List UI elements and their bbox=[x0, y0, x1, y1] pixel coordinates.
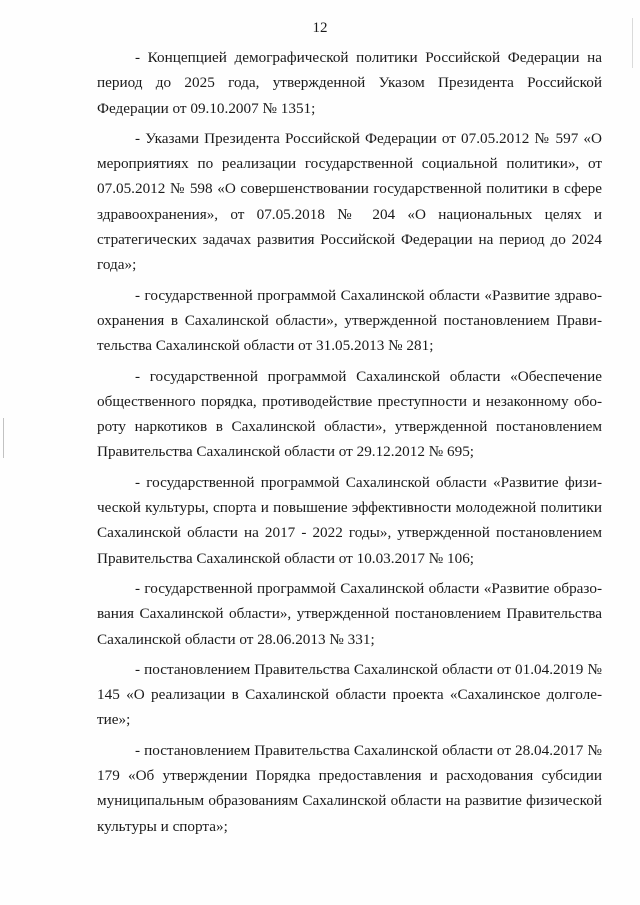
list-item: - государственной программой Сахалинской области «Обеспечение общественного порядка, противодействие преступности и незаконному обороту наркотиков в Сахалинской области», утвержденной постановлением Правительства Сахалинской области от 29.12.2012 № 695; bbox=[97, 367, 602, 461]
document-body bbox=[97, 45, 602, 844]
list-item: - постановлением Правительства Сахалинской области от 01.04.2019 № 145 «О реализации в Сахалинской области проекта «Сахалинское долголетие»; bbox=[97, 660, 602, 729]
scan-artifact bbox=[3, 418, 4, 458]
scan-edge-artifact bbox=[632, 18, 633, 68]
list-item: - государственной программой Сахалинской области «Развитие здравоохранения в Сахалинской области», утвержденной постановлением Правительства Сахалинской области от 31.05.2013 № 281; bbox=[97, 286, 602, 355]
list-item: - Указами Президента Российской Федерации от 07.05.2012 № 597 «О мероприятиях по реализации государственной социальной политики», от 07.05.2012 № 598 «О совершенствовании государственной политики в сфере здравоохранения», от 07.05.2018 № 204 «О национальных целях и стратегических задачах развития Российской Федерации на период до 2024 года»; bbox=[97, 129, 602, 274]
list-item: - государственной программой Сахалинской области «Развитие образования Сахалинской области», утвержденной постановлением Правительства Сахалинской области от 28.06.2013 № 331; bbox=[97, 579, 602, 648]
list-item: - Концепцией демографической политики Российской Федерации на период до 2025 года, утвержденной Указом Президента Российской Федерации от 09.10.2007 № 1351; bbox=[97, 49, 602, 117]
list-item: - постановлением Правительства Сахалинской области от 28.04.2017 № 179 «Об утверждении Порядка предоставления и расходования субсидии муниципальным образованиям Сахалинской области на развитие физической культуры и спорта»; bbox=[97, 741, 602, 835]
page-number: 12 bbox=[312, 20, 328, 36]
list-item: - государственной программой Сахалинской области «Развитие физической культуры, спорта и повышение эффективности молодежной политики Сахалинской области на 2017 - 2022 годы», утвержденной постановлением Правительства Сахалинской области от 10.03.2017 № 106; bbox=[97, 473, 602, 567]
